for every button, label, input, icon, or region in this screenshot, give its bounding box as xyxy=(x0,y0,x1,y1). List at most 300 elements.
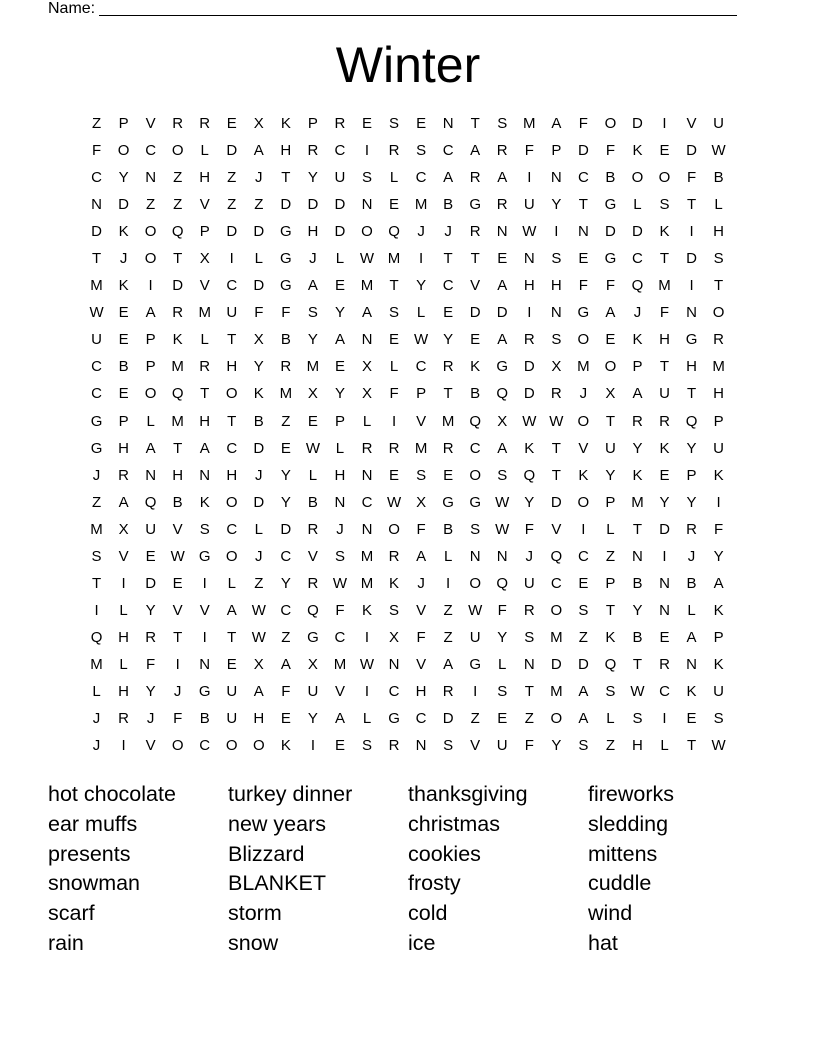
grid-letter[interactable]: N xyxy=(496,547,508,565)
grid-letter[interactable]: C xyxy=(334,142,346,160)
grid-letter[interactable]: K xyxy=(632,142,643,160)
grid-letter[interactable]: U xyxy=(713,682,725,700)
grid-letter[interactable]: H xyxy=(226,466,238,484)
grid-letter[interactable]: I xyxy=(391,412,397,430)
grid-letter[interactable]: E xyxy=(470,331,481,349)
grid-letter[interactable]: Y xyxy=(145,601,156,619)
grid-letter[interactable]: C xyxy=(199,737,211,755)
grid-letter[interactable]: P xyxy=(199,223,210,241)
grid-letter[interactable]: B xyxy=(443,196,454,214)
grid-letter[interactable]: T xyxy=(443,250,453,268)
grid-letter[interactable]: U xyxy=(713,439,725,457)
grid-letter[interactable]: Y xyxy=(334,385,345,403)
grid-letter[interactable]: D xyxy=(496,304,508,322)
grid-letter[interactable]: N xyxy=(550,304,562,322)
grid-letter[interactable]: C xyxy=(388,682,400,700)
grid-letter[interactable]: R xyxy=(118,466,129,484)
grid-letter[interactable]: S xyxy=(470,520,481,538)
word-search-grid[interactable] xyxy=(83,115,732,764)
grid-letter[interactable]: H xyxy=(199,169,211,187)
grid-letter[interactable]: F xyxy=(497,601,507,619)
grid-letter[interactable]: A xyxy=(443,655,454,673)
grid-letter[interactable]: O xyxy=(577,412,590,430)
grid-letter[interactable]: Q xyxy=(90,628,103,646)
grid-letter[interactable]: A xyxy=(632,385,643,403)
grid-letter[interactable]: D xyxy=(523,358,535,376)
grid-letter[interactable]: K xyxy=(578,466,589,484)
grid-letter[interactable]: C xyxy=(469,439,481,457)
grid-letter[interactable]: T xyxy=(443,385,453,403)
grid-letter[interactable]: T xyxy=(714,277,724,295)
grid-letter[interactable]: E xyxy=(226,115,237,132)
grid-letter[interactable]: D xyxy=(442,710,454,728)
grid-letter[interactable]: A xyxy=(334,331,345,349)
grid-letter[interactable]: G xyxy=(469,493,482,511)
grid-letter[interactable]: N xyxy=(361,196,373,214)
grid-letter[interactable]: E xyxy=(334,737,345,755)
grid-letter[interactable]: V xyxy=(307,547,318,565)
grid-letter[interactable]: V xyxy=(416,412,427,430)
grid-letter[interactable]: D xyxy=(523,385,535,403)
grid-letter[interactable]: E xyxy=(605,331,616,349)
grid-letter[interactable]: L xyxy=(443,547,453,565)
grid-letter[interactable]: B xyxy=(280,331,291,349)
grid-letter[interactable]: Z xyxy=(605,737,615,755)
grid-letter[interactable]: B xyxy=(253,412,264,430)
grid-letter[interactable]: S xyxy=(361,169,372,187)
grid-letter[interactable]: B xyxy=(632,628,643,646)
grid-letter[interactable]: Q xyxy=(388,223,400,241)
grid-letter[interactable]: S xyxy=(605,682,616,700)
grid-letter[interactable]: N xyxy=(496,223,508,241)
grid-letter[interactable]: B xyxy=(605,169,616,187)
grid-letter[interactable]: D xyxy=(226,223,238,241)
grid-letter[interactable]: A xyxy=(226,601,237,619)
grid-letter[interactable]: W xyxy=(711,142,726,160)
grid-letter[interactable]: G xyxy=(90,412,103,430)
grid-letter[interactable]: C xyxy=(442,142,454,160)
grid-letter[interactable]: I xyxy=(229,250,234,268)
grid-letter[interactable]: H xyxy=(118,682,129,700)
grid-letter[interactable]: M xyxy=(441,412,455,430)
grid-letter[interactable]: J xyxy=(579,385,588,403)
grid-letter[interactable]: W xyxy=(251,601,266,619)
grid-letter[interactable]: F xyxy=(578,277,588,295)
grid-letter[interactable]: P xyxy=(605,493,616,511)
grid-letter[interactable]: W xyxy=(522,412,537,430)
grid-letter[interactable]: J xyxy=(525,547,534,565)
grid-letter[interactable]: J xyxy=(417,574,425,592)
grid-letter[interactable]: Y xyxy=(443,331,454,349)
grid-letter[interactable]: L xyxy=(308,466,318,484)
grid-letter[interactable]: I xyxy=(662,115,667,132)
grid-letter[interactable]: G xyxy=(442,493,454,511)
name-underline[interactable] xyxy=(99,0,737,16)
grid-letter[interactable]: T xyxy=(632,520,643,538)
grid-letter[interactable]: I xyxy=(527,304,532,322)
grid-letter[interactable]: D xyxy=(172,277,184,295)
grid-letter[interactable]: U xyxy=(523,574,535,592)
grid-letter[interactable]: G xyxy=(469,196,482,214)
grid-letter[interactable]: B xyxy=(470,385,481,403)
grid-letter[interactable]: M xyxy=(90,655,103,673)
grid-letter[interactable]: R xyxy=(388,547,400,565)
grid-letter[interactable]: L xyxy=(660,737,669,755)
grid-letter[interactable]: C xyxy=(226,520,238,538)
grid-letter[interactable]: S xyxy=(416,142,427,160)
grid-letter[interactable]: N xyxy=(199,466,211,484)
grid-letter[interactable]: D xyxy=(659,520,670,538)
grid-letter[interactable]: H xyxy=(118,628,129,646)
grid-letter[interactable]: D xyxy=(145,574,157,592)
grid-letter[interactable]: T xyxy=(227,331,237,349)
grid-letter[interactable]: I xyxy=(94,601,99,619)
grid-letter[interactable]: K xyxy=(632,331,643,349)
grid-letter[interactable]: H xyxy=(686,358,697,376)
grid-letter[interactable]: H xyxy=(226,358,238,376)
grid-letter[interactable]: A xyxy=(686,628,697,646)
grid-letter[interactable]: A xyxy=(118,493,129,511)
grid-letter[interactable]: K xyxy=(470,358,481,376)
grid-letter[interactable]: N xyxy=(686,655,697,673)
grid-letter[interactable]: B xyxy=(307,493,318,511)
grid-letter[interactable]: J xyxy=(255,466,263,484)
grid-letter[interactable]: F xyxy=(91,142,102,160)
grid-letter[interactable]: A xyxy=(334,710,345,728)
grid-letter[interactable]: Z xyxy=(443,601,453,619)
grid-letter[interactable]: M xyxy=(279,385,293,403)
grid-letter[interactable]: Z xyxy=(254,574,264,592)
grid-letter[interactable]: M xyxy=(333,655,347,673)
grid-letter[interactable]: O xyxy=(469,574,482,592)
grid-letter[interactable]: O xyxy=(144,385,157,403)
grid-letter[interactable]: Y xyxy=(416,277,427,295)
grid-letter[interactable]: K xyxy=(280,737,291,755)
grid-letter[interactable]: J xyxy=(255,169,263,187)
grid-letter[interactable]: A xyxy=(551,115,562,132)
grid-letter[interactable]: C xyxy=(91,358,102,376)
grid-letter[interactable]: T xyxy=(551,466,561,484)
grid-letter[interactable]: Z xyxy=(173,169,183,187)
grid-letter[interactable]: S xyxy=(713,710,724,728)
grid-letter[interactable]: D xyxy=(334,196,346,214)
grid-letter[interactable]: I xyxy=(202,628,207,646)
grid-letter[interactable]: V xyxy=(551,520,562,538)
grid-letter[interactable]: O xyxy=(252,737,265,755)
grid-letter[interactable]: L xyxy=(362,710,372,728)
grid-letter[interactable]: D xyxy=(604,223,616,241)
grid-letter[interactable]: R xyxy=(388,737,400,755)
grid-letter[interactable]: R xyxy=(469,223,481,241)
grid-letter[interactable]: R xyxy=(145,628,157,646)
grid-letter[interactable]: A xyxy=(361,304,372,322)
grid-letter[interactable]: R xyxy=(361,439,373,457)
grid-letter[interactable]: P xyxy=(632,358,643,376)
grid-letter[interactable]: L xyxy=(633,196,642,214)
grid-letter[interactable]: I xyxy=(473,682,478,700)
grid-letter[interactable]: L xyxy=(119,655,128,673)
grid-letter[interactable]: E xyxy=(443,304,454,322)
grid-letter[interactable]: D xyxy=(253,277,265,295)
grid-letter[interactable]: Q xyxy=(685,412,698,430)
grid-letter[interactable]: I xyxy=(364,628,370,646)
grid-letter[interactable]: V xyxy=(686,115,697,132)
grid-letter[interactable]: L xyxy=(200,331,209,349)
grid-letter[interactable]: Z xyxy=(173,196,183,214)
grid-letter[interactable]: G xyxy=(604,250,617,268)
grid-letter[interactable]: P xyxy=(118,412,129,430)
grid-letter[interactable]: R xyxy=(523,601,535,619)
grid-letter[interactable]: U xyxy=(334,169,346,187)
grid-letter[interactable]: O xyxy=(225,737,238,755)
grid-letter[interactable]: S xyxy=(497,115,508,132)
grid-letter[interactable]: G xyxy=(469,655,482,673)
grid-letter[interactable]: T xyxy=(470,115,480,132)
grid-letter[interactable]: H xyxy=(280,142,292,160)
grid-letter[interactable]: O xyxy=(144,223,157,241)
grid-letter[interactable]: D xyxy=(253,493,265,511)
grid-letter[interactable]: F xyxy=(416,628,426,646)
grid-letter[interactable]: D xyxy=(469,304,481,322)
grid-letter[interactable]: D xyxy=(686,142,697,160)
grid-letter[interactable]: S xyxy=(524,628,535,646)
grid-letter[interactable]: E xyxy=(659,142,670,160)
grid-letter[interactable]: J xyxy=(255,547,263,565)
grid-letter[interactable]: S xyxy=(307,304,318,322)
grid-letter[interactable]: R xyxy=(172,115,184,132)
grid-letter[interactable]: X xyxy=(551,358,562,376)
grid-letter[interactable]: X xyxy=(118,520,129,538)
grid-letter[interactable]: S xyxy=(578,737,589,755)
grid-letter[interactable]: H xyxy=(713,385,725,403)
grid-letter[interactable]: J xyxy=(173,682,182,700)
grid-letter[interactable]: O xyxy=(550,710,563,728)
grid-letter[interactable]: W xyxy=(305,439,320,457)
grid-letter[interactable]: H xyxy=(550,277,562,295)
grid-letter[interactable]: Z xyxy=(227,196,237,214)
grid-letter[interactable]: D xyxy=(280,520,292,538)
grid-letter[interactable]: U xyxy=(604,439,616,457)
grid-letter[interactable]: R xyxy=(659,412,670,430)
grid-letter[interactable]: Y xyxy=(334,304,345,322)
grid-letter[interactable]: L xyxy=(389,358,399,376)
grid-letter[interactable]: J xyxy=(92,710,101,728)
grid-letter[interactable]: D xyxy=(632,223,643,241)
grid-letter[interactable]: K xyxy=(389,574,400,592)
grid-letter[interactable]: X xyxy=(361,385,372,403)
grid-letter[interactable]: M xyxy=(387,250,401,268)
grid-letter[interactable]: H xyxy=(253,710,265,728)
grid-letter[interactable]: Q xyxy=(144,493,157,511)
grid-letter[interactable]: W xyxy=(495,493,510,511)
grid-letter[interactable]: A xyxy=(578,710,589,728)
grid-letter[interactable]: I xyxy=(148,277,153,295)
grid-letter[interactable]: T xyxy=(281,169,291,187)
grid-letter[interactable]: I xyxy=(446,574,451,592)
grid-letter[interactable]: I xyxy=(662,710,667,728)
grid-letter[interactable]: L xyxy=(335,439,345,457)
grid-letter[interactable]: M xyxy=(171,412,184,430)
grid-letter[interactable]: R xyxy=(686,520,697,538)
grid-letter[interactable]: O xyxy=(577,331,590,349)
grid-letter[interactable]: O xyxy=(225,547,238,565)
grid-letter[interactable]: G xyxy=(604,196,617,214)
grid-letter[interactable]: L xyxy=(362,412,372,430)
grid-letter[interactable]: F xyxy=(714,520,724,538)
grid-letter[interactable]: N xyxy=(442,115,454,132)
grid-letter[interactable]: O xyxy=(550,601,563,619)
grid-letter[interactable]: Q xyxy=(604,655,617,673)
grid-letter[interactable]: B xyxy=(172,493,183,511)
grid-letter[interactable]: M xyxy=(90,277,103,295)
grid-letter[interactable]: X xyxy=(605,385,616,403)
grid-letter[interactable]: I xyxy=(527,169,532,187)
grid-letter[interactable]: T xyxy=(173,628,183,646)
grid-letter[interactable]: T xyxy=(686,737,697,755)
grid-letter[interactable]: S xyxy=(497,682,508,700)
grid-letter[interactable]: O xyxy=(144,250,157,268)
grid-letter[interactable]: L xyxy=(200,142,209,160)
grid-letter[interactable]: L xyxy=(606,520,615,538)
grid-letter[interactable]: T xyxy=(686,385,697,403)
grid-letter[interactable]: C xyxy=(577,169,589,187)
grid-letter[interactable]: W xyxy=(170,547,185,565)
grid-letter[interactable]: K xyxy=(713,601,724,619)
grid-letter[interactable]: H xyxy=(632,737,643,755)
grid-letter[interactable]: G xyxy=(280,223,292,241)
grid-letter[interactable]: G xyxy=(307,628,319,646)
grid-letter[interactable]: T xyxy=(173,250,183,268)
grid-letter[interactable]: G xyxy=(198,682,211,700)
grid-letter[interactable]: G xyxy=(280,277,292,295)
grid-letter[interactable]: R xyxy=(307,574,319,592)
grid-letter[interactable]: I xyxy=(689,277,694,295)
grid-letter[interactable]: M xyxy=(658,277,671,295)
grid-letter[interactable]: E xyxy=(118,331,129,349)
grid-letter[interactable]: V xyxy=(470,737,481,755)
grid-letter[interactable]: T xyxy=(227,412,237,430)
grid-letter[interactable]: J xyxy=(633,304,642,322)
grid-letter[interactable]: L xyxy=(606,710,615,728)
grid-letter[interactable]: K xyxy=(605,628,616,646)
grid-letter[interactable]: F xyxy=(605,277,615,295)
grid-letter[interactable]: K xyxy=(118,223,129,241)
grid-letter[interactable]: F xyxy=(416,520,426,538)
grid-letter[interactable]: S xyxy=(389,304,400,322)
grid-letter[interactable]: I xyxy=(581,520,586,538)
grid-letter[interactable]: F xyxy=(389,385,399,403)
grid-letter[interactable]: J xyxy=(336,520,344,538)
grid-letter[interactable]: L xyxy=(498,655,507,673)
grid-letter[interactable]: Y xyxy=(605,466,616,484)
grid-letter[interactable]: H xyxy=(334,466,346,484)
grid-letter[interactable]: J xyxy=(92,466,101,484)
grid-letter[interactable]: R xyxy=(469,169,481,187)
grid-letter[interactable]: C xyxy=(442,277,454,295)
grid-letter[interactable]: O xyxy=(225,385,238,403)
grid-letter[interactable]: S xyxy=(443,737,454,755)
grid-letter[interactable]: W xyxy=(495,520,510,538)
grid-letter[interactable]: P xyxy=(145,358,156,376)
grid-letter[interactable]: E xyxy=(118,304,129,322)
grid-letter[interactable]: S xyxy=(632,710,643,728)
grid-letter[interactable]: Y xyxy=(497,628,508,646)
grid-letter[interactable]: A xyxy=(605,304,616,322)
grid-letter[interactable]: H xyxy=(199,412,211,430)
grid-letter[interactable]: J xyxy=(119,250,128,268)
grid-letter[interactable]: N xyxy=(523,250,535,268)
grid-letter[interactable]: D xyxy=(577,655,589,673)
grid-letter[interactable]: R xyxy=(442,682,454,700)
grid-letter[interactable]: H xyxy=(659,331,670,349)
grid-letter[interactable]: M xyxy=(550,628,563,646)
grid-letter[interactable]: L xyxy=(119,601,128,619)
grid-letter[interactable]: S xyxy=(389,115,400,132)
grid-letter[interactable]: G xyxy=(685,331,698,349)
grid-letter[interactable]: Z xyxy=(443,628,453,646)
grid-letter[interactable]: W xyxy=(549,412,564,430)
grid-letter[interactable]: Q xyxy=(307,601,319,619)
grid-letter[interactable]: B xyxy=(118,358,129,376)
grid-letter[interactable]: J xyxy=(417,223,425,241)
grid-letter[interactable]: R xyxy=(307,520,319,538)
grid-letter[interactable]: A xyxy=(470,142,481,160)
grid-letter[interactable]: H xyxy=(523,277,535,295)
grid-letter[interactable]: N xyxy=(632,547,643,565)
grid-letter[interactable]: N xyxy=(469,547,481,565)
grid-letter[interactable]: Q xyxy=(550,547,563,565)
grid-letter[interactable]: W xyxy=(89,304,104,322)
grid-letter[interactable]: L xyxy=(687,601,696,619)
grid-letter[interactable]: V xyxy=(470,277,481,295)
grid-letter[interactable]: C xyxy=(659,682,670,700)
grid-letter[interactable]: Z xyxy=(281,628,291,646)
grid-letter[interactable]: Y xyxy=(632,601,643,619)
grid-letter[interactable]: E xyxy=(334,358,345,376)
grid-letter[interactable]: Y xyxy=(632,439,643,457)
grid-letter[interactable]: F xyxy=(254,304,264,322)
grid-letter[interactable]: V xyxy=(145,115,156,132)
grid-letter[interactable]: Z xyxy=(470,710,480,728)
grid-letter[interactable]: R xyxy=(199,358,211,376)
grid-letter[interactable]: H xyxy=(415,682,427,700)
grid-letter[interactable]: X xyxy=(307,655,318,673)
grid-letter[interactable]: P xyxy=(416,385,427,403)
grid-letter[interactable]: R xyxy=(280,358,292,376)
grid-letter[interactable]: N xyxy=(659,574,670,592)
grid-letter[interactable]: S xyxy=(361,737,372,755)
grid-letter[interactable]: L xyxy=(92,682,101,700)
grid-letter[interactable]: K xyxy=(361,601,372,619)
grid-letter[interactable]: U xyxy=(523,196,535,214)
grid-letter[interactable]: N xyxy=(577,223,589,241)
grid-letter[interactable]: R xyxy=(334,115,346,132)
grid-letter[interactable]: M xyxy=(90,520,103,538)
grid-letter[interactable]: Q xyxy=(496,574,509,592)
name-field[interactable] xyxy=(48,0,737,18)
grid-letter[interactable]: P xyxy=(686,466,697,484)
grid-letter[interactable]: O xyxy=(604,115,617,132)
grid-letter[interactable]: C xyxy=(280,547,292,565)
grid-letter[interactable]: X xyxy=(253,331,264,349)
grid-letter[interactable]: F xyxy=(173,710,183,728)
grid-letter[interactable]: Z xyxy=(524,710,534,728)
grid-letter[interactable]: I xyxy=(121,574,126,592)
grid-letter[interactable]: C xyxy=(226,277,238,295)
grid-letter[interactable]: A xyxy=(443,169,454,187)
grid-letter[interactable]: X xyxy=(307,385,318,403)
grid-letter[interactable]: P xyxy=(551,142,562,160)
